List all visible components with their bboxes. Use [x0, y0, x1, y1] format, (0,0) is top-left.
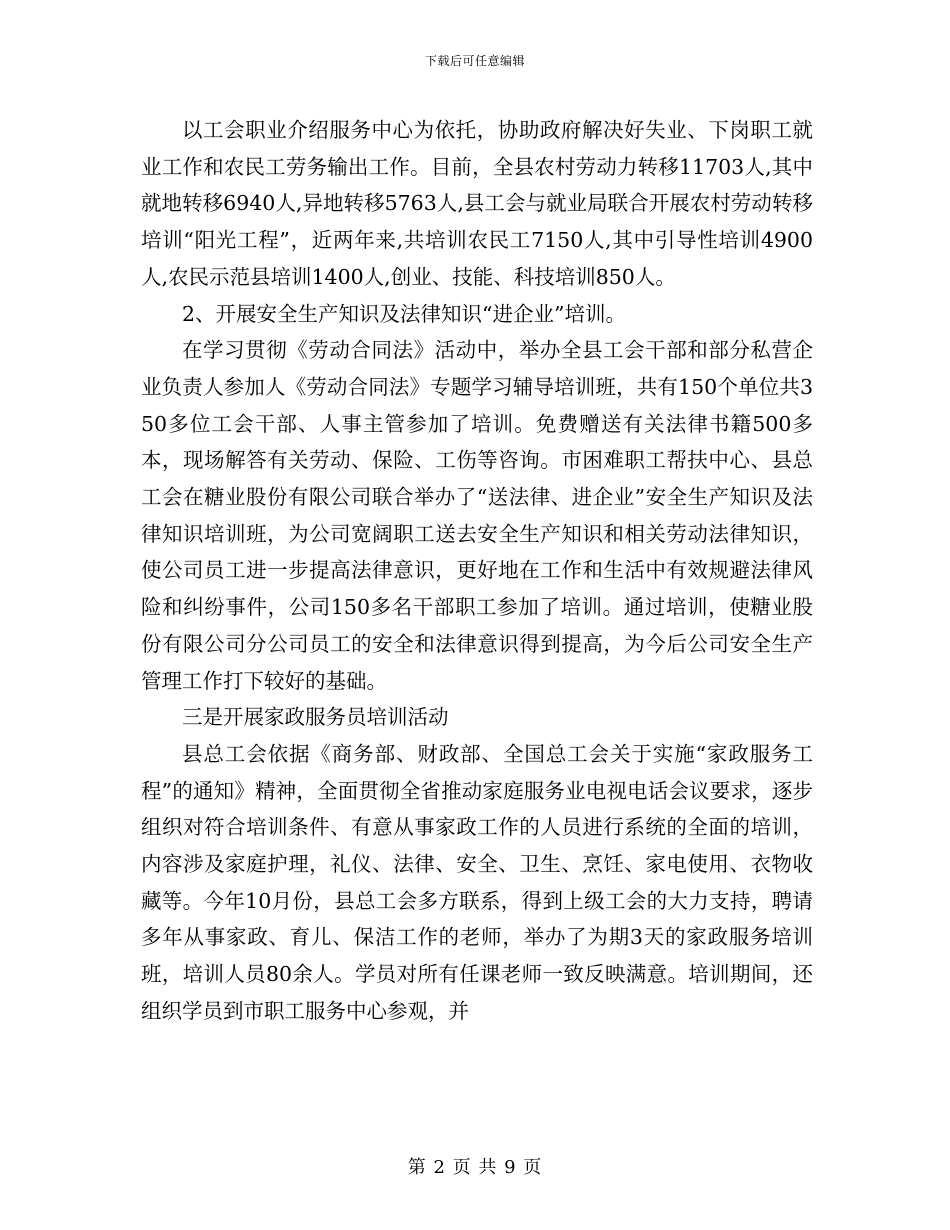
page-number-footer: 第 2 页 共 9 页: [407, 1157, 543, 1178]
paragraph-labor-contract-law: 在学习贯彻《劳动合同法》活动中，举办全县工会干部和部分私营企业负责人参加人《劳动合同法》专题学习辅导培训班，共有150个单位共350多位工会干部、人事主管参加了培训。免费赠送有关法律书籍500多本，现场解答有关劳动、保险、工伤等咨询。市困难职工帮扶中心、县总工会在糖业股份有限公司联合举办了“送法律、进企业”安全生产知识及法律知识培训班，为公司宽阔职工送去安全生产知识和相关劳动法律知识，使公司员工进一步提高法律意识，更好地在工作和生活中有效规避法律风险和纠纷事件，公司150多名干部职工参加了培训。通过培训，使糖业股份有限公司分公司员工的安全和法律意识得到提高，为今后公司安全生产管理工作打下较好的基础。: [141, 338, 813, 693]
paragraph-heading-safety-law: 2、开展安全生产知识及法律知识“进企业”培训。: [182, 301, 627, 326]
document-body: [141, 112, 813, 1030]
paragraph-heading-domestic-service: 三是开展家政服务员培训活动: [182, 705, 449, 730]
paragraph-domestic-service-training: 县总工会依据《商务部、财政部、全国总工会关于实施“家政服务工程”的通知》精神，全面贯彻全省推动家庭服务业电视电话会议要求，逐步组织对符合培训条件、有意从事家政工作的人员进行系统的全面的培训，内容涉及家庭护理，礼仪、法律、安全、卫生、烹饪、家电使用、衣物收藏等。今年10月份，县总工会多方联系，得到上级工会的大力支持，聘请多年从事家政、育儿、保洁工作的老师，举办了为期3天的家政服务培训班，培训人员80余人。学员对所有任课老师一致反映满意。培训期间，还组织学员到市职工服务中心参观，并: [141, 741, 813, 1023]
page-header-note: 下载后可任意编辑: [424, 54, 525, 68]
paragraph-labor-transfer: 以工会职业介绍服务中心为依托，协助政府解决好失业、下岗职工就业工作和农民工劳务输出工作。目前，全县农村劳动力转移11703人,其中就地转移6940人,异地转移5763人,县工会与就业局联合开展农村劳动转移培训“阳光工程”，近两年来,共培训农民工7150人,其中引导性培训4900人,农民示范县培训1400人,创业、技能、科技培训850人。: [141, 118, 813, 289]
